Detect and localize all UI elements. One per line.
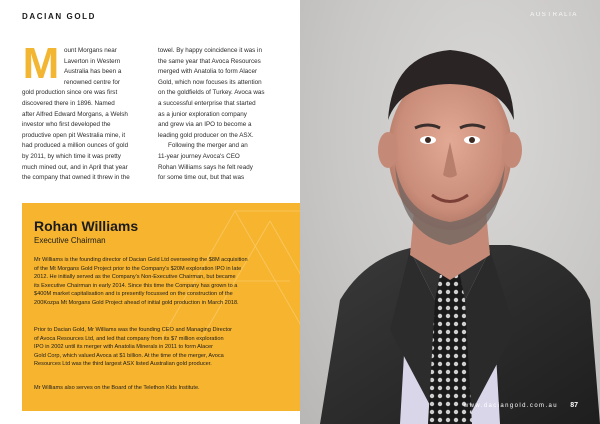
article-line: discovered there in 1896. Named [22, 99, 115, 107]
article-line: merged with Anatolia to form Alacer [158, 68, 258, 76]
right-page-photo [300, 0, 600, 424]
dropcap-line: Laverton in Western [64, 57, 121, 65]
profile-role: Executive Chairman [34, 236, 106, 245]
article-line: on the goldfields of Turkey. Avoca was [158, 89, 265, 97]
article-line: after Alfred Edward Morgans, a Welsh [22, 110, 128, 118]
profile-paragraph-3 [34, 384, 292, 393]
profile-line: Mr Williams is the founding director of Dacian Gold Ltd overseeing the $8M acquisition [34, 257, 248, 263]
dropcap-line: Australia has been a [64, 68, 122, 76]
article-line: 11-year journey Avoca's CEO [158, 152, 240, 160]
article-line: by 2011, by which time it was pretty [22, 152, 121, 160]
profile-line: Gold Corp, which valued Avoca at $1 billion. At the time of the merger, Avoca [34, 352, 224, 359]
profile-line: Resources Ltd was the third largest ASX listed Australian gold producer. [34, 361, 212, 368]
article-line: Rohan Williams says he felt ready [158, 163, 253, 171]
profile-line: of the Mt Morgans Gold Project prior to the Company's $20M exploration IPO in late [34, 265, 242, 272]
profile-line: Mr Williams also serves on the Board of the Telethon Kids Institute. [34, 385, 200, 391]
profile-line: 2012. He initially served as the Company's Non-Executive Chairman, but became [34, 274, 236, 281]
article-line: investor who first developed the [22, 121, 111, 129]
dropcap-line: ount Morgans near [64, 47, 117, 54]
profile-paragraph-2 [34, 326, 292, 369]
brand-header: DACIAN GOLD [22, 12, 97, 21]
article-line: the company that owned it threw in the [22, 174, 130, 182]
article-line: for some time out, but that was [158, 174, 245, 182]
profile-line: $400M market capitalisation and is presently focussed on the construction of the [34, 291, 233, 298]
profile-box [22, 203, 300, 411]
footer-url[interactable]: www.daciangold.com.au [463, 403, 558, 409]
article-line: and grew via an IPO to become a [158, 121, 252, 129]
page-number: 87 [570, 402, 578, 409]
article-line: as a junior exploration company [158, 110, 247, 118]
profile-line: of Avoca Resources Ltd, and led that company from its $7 million exploration [34, 335, 224, 342]
article-line: a successful enterprise that started [158, 99, 256, 107]
profile-line: Prior to Dacian Gold, Mr Williams was the founding CEO and Managing Director [34, 327, 233, 333]
profile-paragraph-1 [34, 256, 292, 308]
article-line: much mined out, and in April that year [22, 163, 128, 171]
article-line: the same year that Avoca Resources [158, 57, 261, 65]
profile-line: IPO in 2002 until its merger with Anatolia Minerals in 2011 to form Alacer [34, 344, 213, 351]
article-line: had produced a million ounces of gold [22, 142, 129, 150]
article-line: Gold, which now focuses its attention [158, 78, 262, 86]
drop-cap: M [22, 39, 60, 88]
article-line: towel. By happy coincidence it was in [158, 47, 262, 54]
portrait-photo [300, 0, 600, 424]
profile-name: Rohan Williams [34, 218, 139, 234]
article-line: productive open pit Westralia mine, it [22, 131, 126, 139]
article-column-2 [158, 46, 286, 184]
article-line: gold production since ore was first [22, 89, 118, 97]
article-line: leading gold producer on the ASX. [158, 131, 254, 139]
profile-line: 200Kozpa Mt Morgans Gold Project ahead of initial gold production in March 2018. [34, 299, 239, 306]
article-column-1 [22, 39, 150, 184]
dropcap-line: renowned centre for [64, 78, 121, 86]
profile-line: its Executive Chairman in early 2014. Since this time the Company has grown to a [34, 282, 238, 289]
region-header: AUSTRALIA [530, 12, 578, 18]
article-line: Following the merger and an [168, 142, 248, 150]
